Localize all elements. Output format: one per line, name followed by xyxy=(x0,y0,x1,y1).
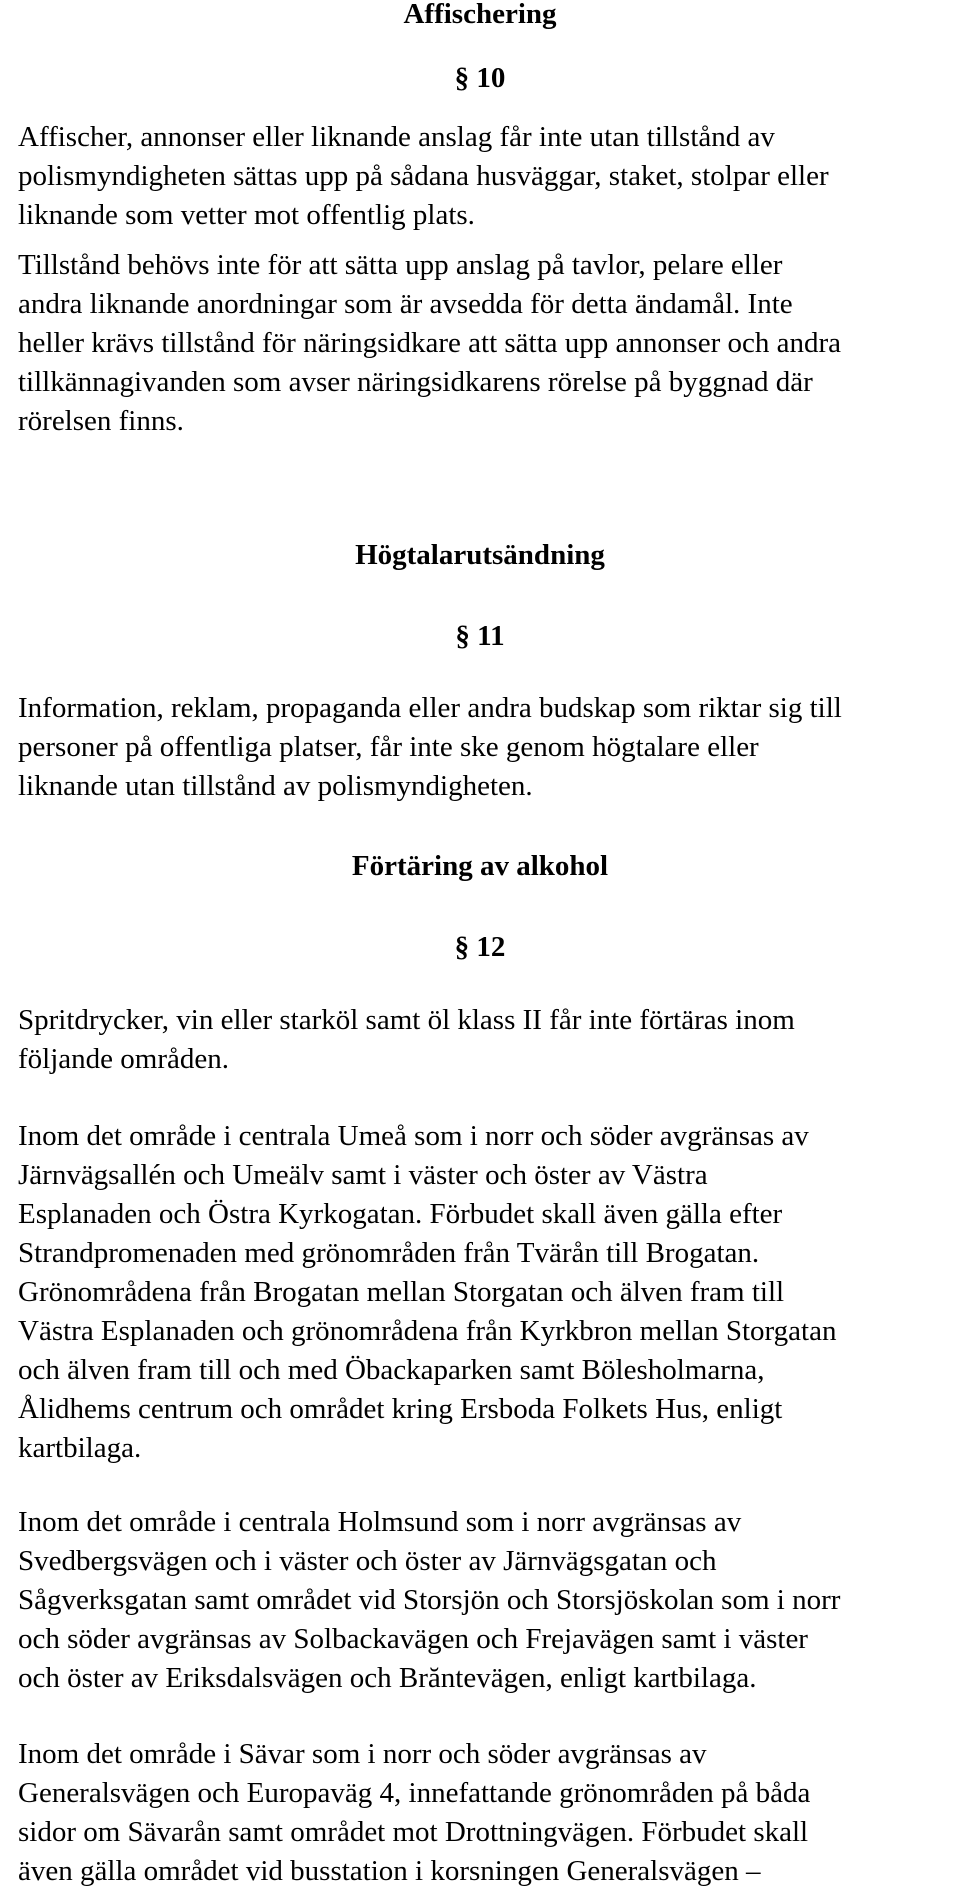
text-line: även gälla området vid busstation i korsningen Generalsvägen – xyxy=(18,1855,761,1887)
section-title-affischering: Affischering xyxy=(403,0,557,30)
text-line: rörelsen finns. xyxy=(18,405,184,437)
text-line: andra liknande anordningar som är avsedda för detta ändamål. Inte xyxy=(18,288,793,320)
text-line: och älven fram till och med Öbackaparken samt Bölesholmarna, xyxy=(18,1354,765,1386)
text-line: Järnvägsallén och Umeälv samt i väster och öster av Västra xyxy=(18,1159,708,1191)
text-line: polismyndigheten sättas upp på sådana husväggar, staket, stolpar eller xyxy=(18,160,829,192)
text-line: tillkännagivanden som avser näringsidkarens rörelse på byggnad där xyxy=(18,366,813,398)
text-line: följande områden. xyxy=(18,1043,229,1075)
paragraph xyxy=(18,689,958,806)
section-number-11: § 11 xyxy=(455,620,505,652)
text-line: liknande utan tillstånd av polismyndigheten. xyxy=(18,770,533,802)
text-line: personer på offentliga platser, får inte ske genom högtalare eller xyxy=(18,731,759,763)
text-line: Västra Esplanaden och grönområdena från Kyrkbron mellan Storgatan xyxy=(18,1315,837,1347)
text-line: Grönområdena från Brogatan mellan Storgatan och älven fram till xyxy=(18,1276,785,1308)
text-line: Inom det område i centrala Holmsund som i norr avgränsas av xyxy=(18,1506,742,1538)
text-line: Inom det område i centrala Umeå som i norr och söder avgränsas av xyxy=(18,1120,809,1152)
paragraph xyxy=(18,1503,958,1698)
text-line: heller krävs tillstånd för näringsidkare att sätta upp annonser och andra xyxy=(18,327,842,359)
text-line: Svedbergsvägen och i väster och öster av Järnvägsgatan och xyxy=(18,1545,717,1577)
text-line: Generalsvägen och Europaväg 4, innefattande grönområden på båda xyxy=(18,1777,811,1809)
text-line: liknande som vetter mot offentlig plats. xyxy=(18,199,475,231)
text-line: Inom det område i Sävar som i norr och söder avgränsas av xyxy=(18,1738,707,1770)
section-title-hogtalarutsandning: Högtalarutsändning xyxy=(355,539,605,571)
text-line: Ålidhems centrum och området kring Ersboda Folkets Hus, enligt xyxy=(18,1393,783,1425)
text-line: och öster av Eriksdalsvägen och Brăntevägen, enligt kartbilaga. xyxy=(18,1662,757,1694)
text-line: Affischer, annonser eller liknande anslag får inte utan tillstånd av xyxy=(18,121,775,153)
text-line: Tillstånd behövs inte för att sätta upp anslag på tavlor, pelare eller xyxy=(18,249,783,281)
paragraph xyxy=(18,118,958,235)
text-line: Information, reklam, propaganda eller andra budskap som riktar sig till xyxy=(18,692,842,724)
text-line: Strandpromenaden med grönområden från Tvärån till Brogatan. xyxy=(18,1237,760,1269)
text-line: och söder avgränsas av Solbackavägen och Frejavägen samt i väster xyxy=(18,1623,808,1655)
text-line: Esplanaden och Östra Kyrkogatan. Förbudet skall även gälla efter xyxy=(18,1198,783,1230)
paragraph xyxy=(18,1735,958,1891)
section-number-12: § 12 xyxy=(454,931,506,963)
paragraph xyxy=(18,246,958,441)
section-number-10: § 10 xyxy=(454,62,506,94)
text-line: Sågverksgatan samt området vid Storsjön och Storsjöskolan som i norr xyxy=(18,1584,841,1616)
text-line: sidor om Sävarån samt området mot Drottningvägen. Förbudet skall xyxy=(18,1816,809,1848)
paragraph xyxy=(18,1001,958,1079)
paragraph xyxy=(18,1117,958,1468)
text-line: Spritdrycker, vin eller starköl samt öl klass II får inte förtäras inom xyxy=(18,1004,795,1036)
text-line: kartbilaga. xyxy=(18,1432,142,1464)
section-title-fortaring-av-alkohol: Förtäring av alkohol xyxy=(351,850,609,882)
